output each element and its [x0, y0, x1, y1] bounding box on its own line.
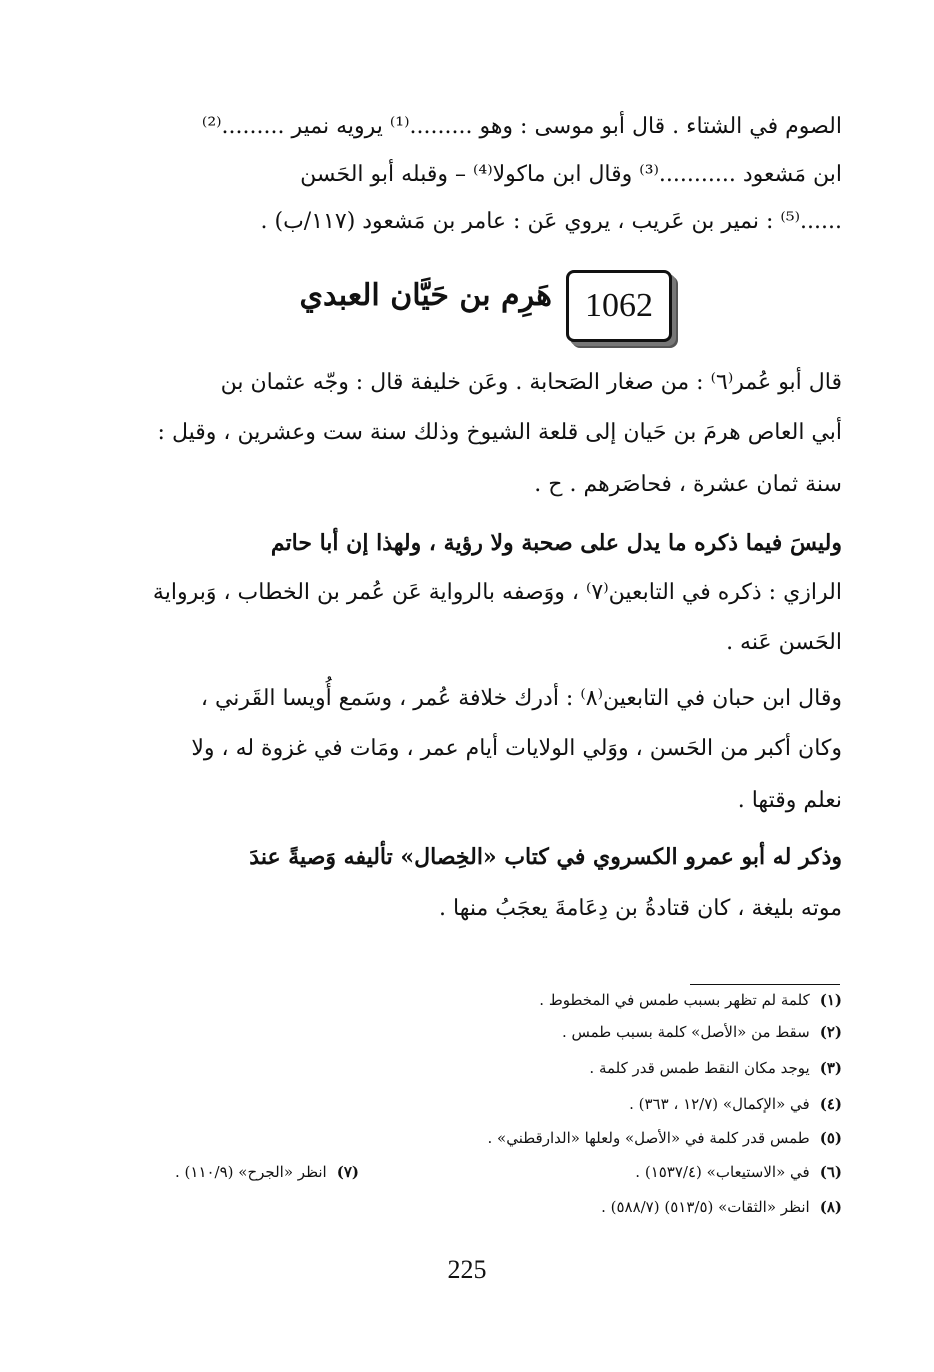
footnote-number: (١): [819, 991, 842, 1009]
para1-line-1: قال أبو عُمر⁽٦⁾ : من صغار الصَحابة . وعَن خليفة قال : وجّه عثمان بن: [220, 370, 842, 395]
footnote-text: كلمة لم تظهر بسبب طمس في المخطوط .: [539, 991, 810, 1009]
para4-line-2: موته بليغة ، كان قتادةُ بن دِعَامةَ يعجَبُ منها .: [439, 896, 842, 921]
footnote-text: في «الاستيعاب» (١٥٣٧/٤) .: [635, 1163, 810, 1181]
top-line-3: ......⁽⁵⁾ : نمير بن عَريب ، يروي عَن : عامر بن مَشعود (١١٧/ب) .: [260, 209, 842, 234]
footnote-6: [635, 1162, 842, 1182]
footnote-text: طمس قدر كلمة في «الأصل» ولعلها «الدارقطني» .: [487, 1129, 810, 1147]
footnote-2: [562, 1022, 842, 1042]
footnote-7: [175, 1162, 359, 1182]
entry-number-box: 1062: [566, 270, 672, 342]
para3-line-3: نعلم وقتها .: [737, 788, 842, 813]
entry-heading: [300, 270, 672, 350]
entry-title: هَرِم بن حَيَّان العبدي: [299, 278, 552, 313]
footnote-3: [589, 1058, 842, 1078]
para4-line-1: وذكر له أبو عمرو الكسروي في كتاب «الخِصال» تأليفه وَصيةً عندَ: [249, 844, 842, 870]
footnote-number: (٥): [819, 1129, 842, 1147]
footnote-8: [601, 1197, 842, 1217]
footnote-number: (٣): [819, 1059, 842, 1077]
footnote-number: (٧): [336, 1163, 359, 1181]
footnote-text: يوجد مكان النقط طمس قدر كلمة .: [589, 1059, 810, 1077]
para1-line-2: أبي العاص هرمَ بن حَيان إلى قلعة الشيوخ وذلك سنة ست وعشرين ، وقيل :: [157, 420, 842, 445]
footnote-1: [539, 990, 842, 1010]
footnote-text: انظر «الجرح» (١١٠/٩) .: [175, 1163, 327, 1181]
para2-line-3: الحَسن عَنه .: [726, 630, 842, 655]
para2-line-1: وليسَ فيما ذكره ما يدل على صحبة ولا رؤية ، ولهذا إن أبا حاتم: [270, 530, 842, 556]
footnote-text: سقط من «الأصل» كلمة بسبب طمس .: [561, 1023, 810, 1041]
footnote-text: في «الإكمال» (١٢/٧ ، ٣٦٣) .: [629, 1095, 810, 1113]
footnote-5: [488, 1128, 843, 1148]
para2-line-2: الرازي : ذكره في التابعين⁽٧⁾ ، ووَصفه بالرواية عَن عُمر بن الخطاب ، وَبرواية: [152, 580, 842, 605]
para1-line-3: سنة ثمان عشرة ، فحاصَرهم . ح .: [534, 472, 842, 497]
top-line-2: ابن مَشعود ...........⁽³⁾ وقال ابن ماكولا⁽⁴⁾ – وقبله أبو الحَسن: [300, 162, 842, 187]
footnote-number: (٢): [819, 1023, 842, 1041]
page-number: 225: [447, 1255, 487, 1284]
footnote-number: (٨): [819, 1198, 842, 1216]
footnote-number: (٦): [819, 1163, 842, 1181]
footnote-separator: [690, 984, 840, 985]
para3-line-2: وكان أكبر من الحَسن ، ووَلي الولايات أيام عمر ، ومَات في غزوة له ، ولا: [191, 736, 842, 761]
para3-line-1: وقال ابن حبان في التابعين⁽٨⁾ : أدرك خلافة عُمر ، وسَمع أُويسا القَرني ،: [200, 686, 842, 711]
footnote-4: [629, 1094, 842, 1114]
top-line-1: الصوم في الشتاء . قال أبو موسى : وهو .........⁽¹⁾ يرويه نمير .........⁽²⁾: [201, 114, 842, 139]
footnote-text: انظر «الثقات» (٥١٣/٥) (٥٨٨/٧) .: [601, 1198, 810, 1216]
footnote-number: (٤): [819, 1095, 842, 1113]
